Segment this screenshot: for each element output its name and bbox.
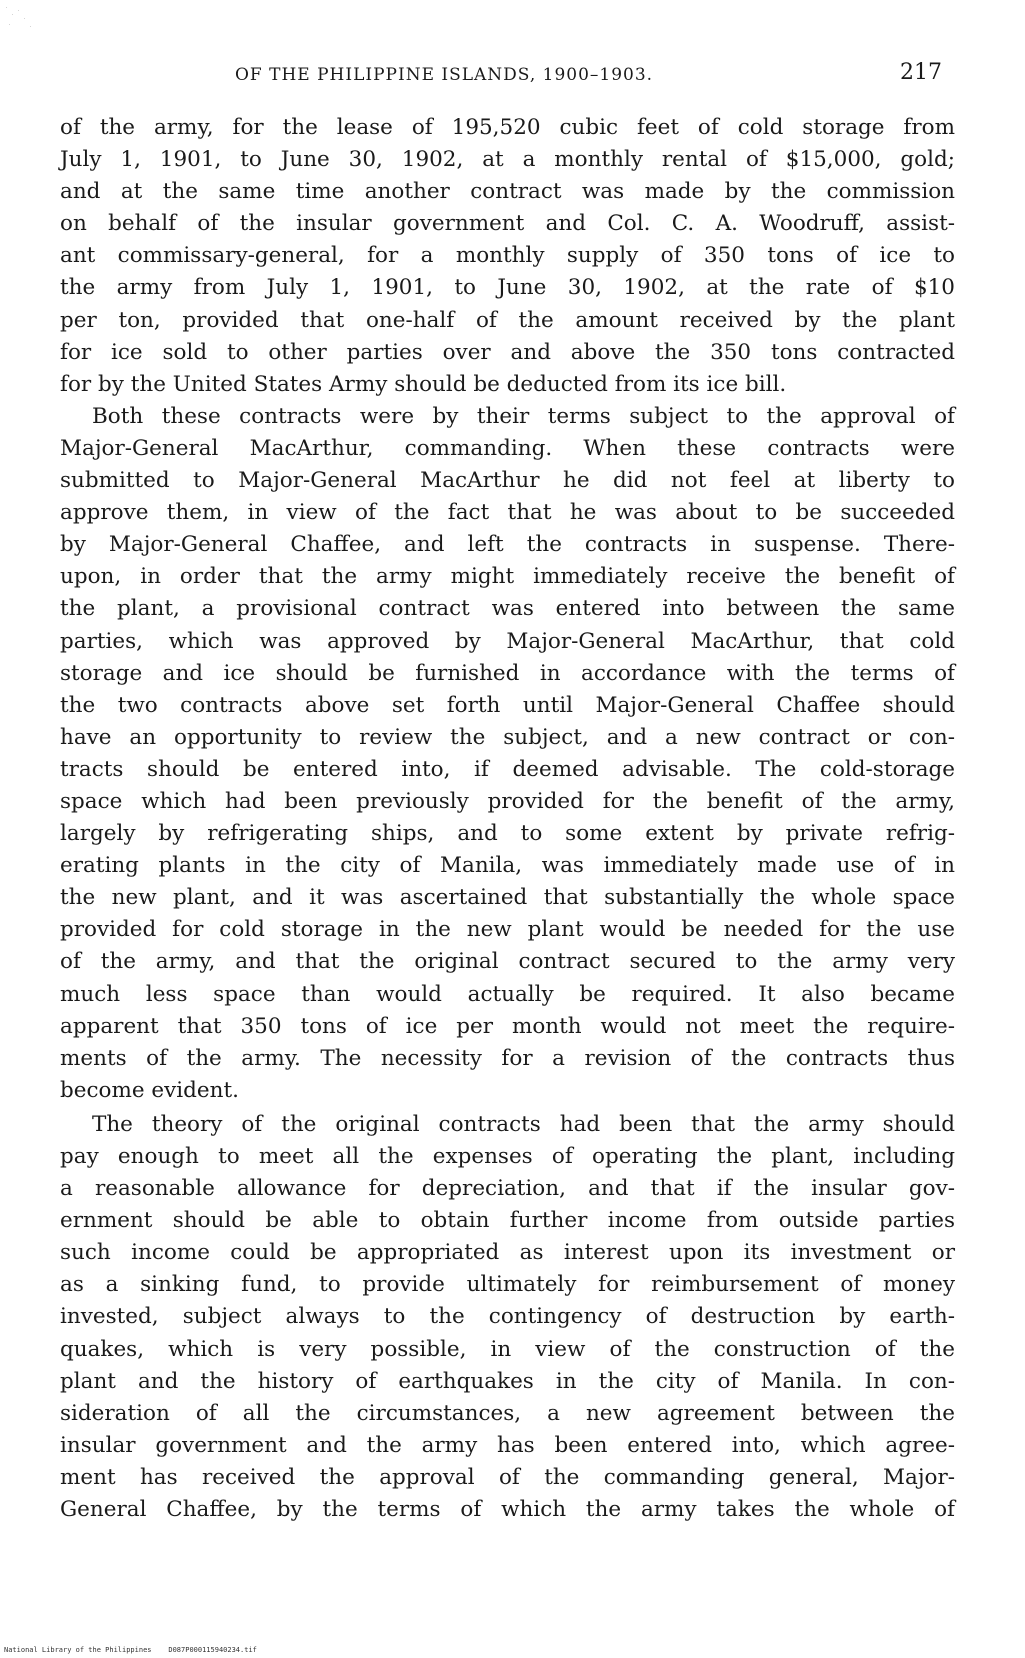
text-line: ernment should be able to obtain further income from outside parties [60, 1208, 955, 1234]
text-line: insular government and the army has been entered into, which agree- [60, 1432, 955, 1458]
text-line: the plant, a provisional contract was entered into between the same [60, 596, 955, 622]
text-line: as a sinking fund, to provide ultimately for reimbursement of money [60, 1272, 955, 1298]
text-line: approve them, in view of the fact that he was about to be succeeded [60, 500, 955, 526]
text-line: ant commissary-general, for a monthly supply of 350 tons of ice to [60, 243, 955, 269]
text-line: for by the United States Army should be deducted from its ice bill. [60, 371, 787, 397]
text-line: such income could be appropriated as interest upon its investment or [60, 1240, 955, 1266]
text-line: ment has received the approval of the commanding general, Major- [60, 1464, 955, 1490]
footer-file-id: D087P000115940234.tif [168, 1646, 257, 1654]
text-line: provided for cold storage in the new plant would be needed for the use [60, 917, 955, 943]
body-text [60, 112, 955, 1526]
text-line: much less space than would actually be required. It also became [60, 981, 955, 1007]
text-line: by Major-General Chaffee, and left the contracts in suspense. There- [60, 532, 955, 558]
text-line: the two contracts above set forth until Major-General Chaffee should [60, 692, 955, 718]
text-line: July 1, 1901, to June 30, 1902, at a monthly rental of $15,000, gold; [60, 147, 955, 173]
text-line: pay enough to meet all the expenses of operating the plant, including [60, 1144, 955, 1169]
text-line: General Chaffee, by the terms of which the army takes the whole of [60, 1497, 955, 1523]
text-line: have an opportunity to review the subject, and a new contract or con- [60, 724, 955, 750]
text-line: of the army, and that the original contract secured to the army very [60, 949, 955, 975]
text-line: tracts should be entered into, if deemed advisable. The cold-storage [60, 756, 955, 782]
text-line: of the army, for the lease of 195,520 cubic feet of cold storage from [60, 115, 955, 140]
text-line: per ton, provided that one-half of the amount received by the plant [60, 307, 955, 333]
running-head [60, 60, 950, 90]
text-line: the army from July 1, 1901, to June 30, 1902, at the rate of $10 [60, 275, 955, 301]
text-line: the new plant, and it was ascertained that substantially the whole space [60, 885, 955, 911]
text-line: sideration of all the circumstances, a new agreement between the [60, 1400, 955, 1426]
text-line: upon, in order that the army might immediately receive the benefit of [60, 564, 955, 590]
text-line: ments of the army. The necessity for a revision of the contracts thus [60, 1045, 955, 1071]
text-line: erating plants in the city of Manila, was immediately made use of in [60, 853, 955, 879]
scan-footer [4, 1646, 257, 1654]
text-line: a reasonable allowance for depreciation, and that if the insular gov- [60, 1176, 955, 1202]
running-head-title: OF THE PHILIPPINE ISLANDS, 1900–1903. [235, 65, 654, 85]
text-line: and at the same time another contract was made by the commission [60, 179, 955, 205]
text-line: become evident. [60, 1077, 239, 1103]
text-line: quakes, which is very possible, in view of the construction of the [60, 1336, 955, 1362]
page-number: 217 [900, 60, 942, 85]
text-line: Major-General MacArthur, commanding. When these contracts were [60, 435, 955, 461]
text-line: storage and ice should be furnished in accordance with the terms of [60, 660, 955, 686]
text-line: for ice sold to other parties over and above the 350 tons contracted [60, 339, 955, 365]
text-line: space which had been previously provided for the benefit of the army, [60, 788, 955, 814]
text-line: plant and the history of earthquakes in the city of Manila. In con- [60, 1368, 955, 1394]
paragraph-start-line: Both these contracts were by their terms subject to the approval of [92, 403, 955, 429]
paragraph-start-line: The theory of the original contracts had been that the army should [92, 1111, 955, 1137]
footer-library: National Library of the Philippines [4, 1646, 152, 1654]
text-line: parties, which was approved by Major-General MacArthur, that cold [60, 628, 955, 654]
text-line: apparent that 350 tons of ice per month would not meet the require- [60, 1013, 955, 1039]
scan-artifact [4, 4, 44, 34]
text-line: submitted to Major-General MacArthur he did not feel at liberty to [60, 468, 955, 494]
text-line: largely by refrigerating ships, and to some extent by private refrig- [60, 821, 955, 847]
text-line: on behalf of the insular government and Col. C. A. Woodruff, assist- [60, 211, 955, 237]
text-line: invested, subject always to the contingency of destruction by earth- [60, 1304, 955, 1330]
